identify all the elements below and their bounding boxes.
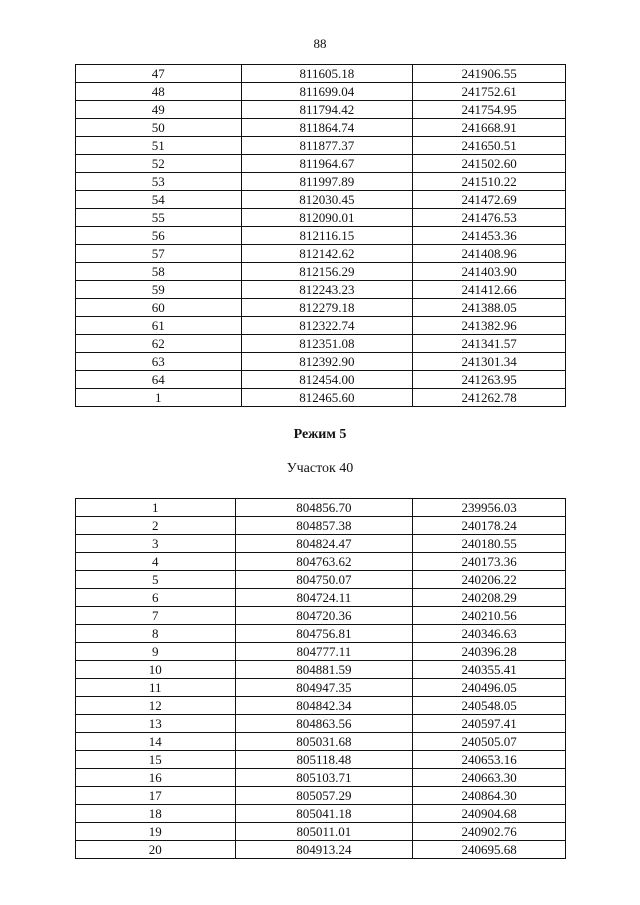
y-coordinate-cell: 240355.41 xyxy=(413,661,566,679)
y-coordinate-cell: 241476.53 xyxy=(413,209,566,227)
table-row xyxy=(76,679,566,697)
table-row xyxy=(76,353,566,371)
y-coordinate-cell: 241388.05 xyxy=(413,299,566,317)
point-number-cell: 47 xyxy=(76,65,242,83)
y-coordinate-cell: 241650.51 xyxy=(413,137,566,155)
point-number-cell: 57 xyxy=(76,245,242,263)
x-coordinate-cell: 805118.48 xyxy=(235,751,413,769)
x-coordinate-cell: 805057.29 xyxy=(235,787,413,805)
y-coordinate-cell: 240496.05 xyxy=(413,679,566,697)
y-coordinate-cell: 241453.36 xyxy=(413,227,566,245)
table-row xyxy=(76,643,566,661)
point-number-cell: 64 xyxy=(76,371,242,389)
table-row xyxy=(76,263,566,281)
x-coordinate-cell: 804913.24 xyxy=(235,841,413,859)
x-coordinate-cell: 812351.08 xyxy=(241,335,413,353)
x-coordinate-cell: 805031.68 xyxy=(235,733,413,751)
table-row xyxy=(76,823,566,841)
x-coordinate-cell: 805041.18 xyxy=(235,805,413,823)
table-row xyxy=(76,65,566,83)
y-coordinate-cell: 240864.30 xyxy=(413,787,566,805)
x-coordinate-cell: 811877.37 xyxy=(241,137,413,155)
x-coordinate-cell: 812090.01 xyxy=(241,209,413,227)
point-number-cell: 50 xyxy=(76,119,242,137)
point-number-cell: 4 xyxy=(76,553,236,571)
x-coordinate-cell: 804824.47 xyxy=(235,535,413,553)
point-number-cell: 7 xyxy=(76,607,236,625)
x-coordinate-cell: 812030.45 xyxy=(241,191,413,209)
y-coordinate-cell: 240178.24 xyxy=(413,517,566,535)
y-coordinate-cell: 241510.22 xyxy=(413,173,566,191)
table-row xyxy=(76,625,566,643)
y-coordinate-cell: 241754.95 xyxy=(413,101,566,119)
point-number-cell: 58 xyxy=(76,263,242,281)
y-coordinate-cell: 240346.63 xyxy=(413,625,566,643)
y-coordinate-cell: 240180.55 xyxy=(413,535,566,553)
point-number-cell: 11 xyxy=(76,679,236,697)
x-coordinate-cell: 805103.71 xyxy=(235,769,413,787)
point-number-cell: 1 xyxy=(76,389,242,407)
point-number-cell: 19 xyxy=(76,823,236,841)
point-number-cell: 55 xyxy=(76,209,242,227)
point-number-cell: 60 xyxy=(76,299,242,317)
x-coordinate-cell: 811964.67 xyxy=(241,155,413,173)
table-row xyxy=(76,173,566,191)
y-coordinate-cell: 240173.36 xyxy=(413,553,566,571)
y-coordinate-cell: 241403.90 xyxy=(413,263,566,281)
coordinates-table-continued xyxy=(75,64,566,407)
point-number-cell: 10 xyxy=(76,661,236,679)
point-number-cell: 63 xyxy=(76,353,242,371)
point-number-cell: 61 xyxy=(76,317,242,335)
table-row xyxy=(76,209,566,227)
point-number-cell: 48 xyxy=(76,83,242,101)
point-number-cell: 52 xyxy=(76,155,242,173)
table-row xyxy=(76,191,566,209)
table-row xyxy=(76,83,566,101)
x-coordinate-cell: 804863.56 xyxy=(235,715,413,733)
y-coordinate-cell: 240902.76 xyxy=(413,823,566,841)
y-coordinate-cell: 241412.66 xyxy=(413,281,566,299)
x-coordinate-cell: 804777.11 xyxy=(235,643,413,661)
table-row xyxy=(76,553,566,571)
table-row xyxy=(76,787,566,805)
x-coordinate-cell: 812322.74 xyxy=(241,317,413,335)
coordinates-table-section-40 xyxy=(75,498,566,859)
x-coordinate-cell: 812465.60 xyxy=(241,389,413,407)
table-body xyxy=(76,65,566,407)
y-coordinate-cell: 241382.96 xyxy=(413,317,566,335)
point-number-cell: 17 xyxy=(76,787,236,805)
table-row xyxy=(76,535,566,553)
x-coordinate-cell: 804947.35 xyxy=(235,679,413,697)
point-number-cell: 5 xyxy=(76,571,236,589)
y-coordinate-cell: 241263.95 xyxy=(413,371,566,389)
y-coordinate-cell: 241301.34 xyxy=(413,353,566,371)
y-coordinate-cell: 240904.68 xyxy=(413,805,566,823)
point-number-cell: 20 xyxy=(76,841,236,859)
table-row xyxy=(76,517,566,535)
table-row xyxy=(76,751,566,769)
table-row xyxy=(76,733,566,751)
table-row xyxy=(76,589,566,607)
table-row xyxy=(76,281,566,299)
x-coordinate-cell: 812392.90 xyxy=(241,353,413,371)
x-coordinate-cell: 804842.34 xyxy=(235,697,413,715)
x-coordinate-cell: 804750.07 xyxy=(235,571,413,589)
point-number-cell: 13 xyxy=(76,715,236,733)
x-coordinate-cell: 811997.89 xyxy=(241,173,413,191)
page-number: 88 xyxy=(313,36,327,51)
y-coordinate-cell: 240210.56 xyxy=(413,607,566,625)
table-row xyxy=(76,155,566,173)
table-row xyxy=(76,805,566,823)
point-number-cell: 62 xyxy=(76,335,242,353)
x-coordinate-cell: 804720.36 xyxy=(235,607,413,625)
table-row xyxy=(76,571,566,589)
table-row xyxy=(76,769,566,787)
x-coordinate-cell: 811794.42 xyxy=(241,101,413,119)
y-coordinate-cell: 241668.91 xyxy=(413,119,566,137)
point-number-cell: 56 xyxy=(76,227,242,245)
y-coordinate-cell: 240206.22 xyxy=(413,571,566,589)
mode-heading: Режим 5 xyxy=(293,427,347,442)
x-coordinate-cell: 812116.15 xyxy=(241,227,413,245)
x-coordinate-cell: 812279.18 xyxy=(241,299,413,317)
table-row xyxy=(76,697,566,715)
point-number-cell: 9 xyxy=(76,643,236,661)
y-coordinate-cell: 240208.29 xyxy=(413,589,566,607)
table-row xyxy=(76,137,566,155)
table-row xyxy=(76,245,566,263)
x-coordinate-cell: 804756.81 xyxy=(235,625,413,643)
y-coordinate-cell: 240548.05 xyxy=(413,697,566,715)
y-coordinate-cell: 240597.41 xyxy=(413,715,566,733)
x-coordinate-cell: 811864.74 xyxy=(241,119,413,137)
table-row xyxy=(76,499,566,517)
point-number-cell: 1 xyxy=(76,499,236,517)
x-coordinate-cell: 812243.23 xyxy=(241,281,413,299)
table-row xyxy=(76,607,566,625)
point-number-cell: 6 xyxy=(76,589,236,607)
x-coordinate-cell: 804763.62 xyxy=(235,553,413,571)
x-coordinate-cell: 804857.38 xyxy=(235,517,413,535)
y-coordinate-cell: 241262.78 xyxy=(413,389,566,407)
y-coordinate-cell: 240663.30 xyxy=(413,769,566,787)
table-row xyxy=(76,715,566,733)
x-coordinate-cell: 804724.11 xyxy=(235,589,413,607)
point-number-cell: 15 xyxy=(76,751,236,769)
point-number-cell: 8 xyxy=(76,625,236,643)
point-number-cell: 3 xyxy=(76,535,236,553)
x-coordinate-cell: 811605.18 xyxy=(241,65,413,83)
x-coordinate-cell: 804856.70 xyxy=(235,499,413,517)
point-number-cell: 49 xyxy=(76,101,242,119)
y-coordinate-cell: 241472.69 xyxy=(413,191,566,209)
point-number-cell: 53 xyxy=(76,173,242,191)
point-number-cell: 51 xyxy=(76,137,242,155)
x-coordinate-cell: 804881.59 xyxy=(235,661,413,679)
table-row xyxy=(76,661,566,679)
y-coordinate-cell: 241408.96 xyxy=(413,245,566,263)
x-coordinate-cell: 811699.04 xyxy=(241,83,413,101)
table-row xyxy=(76,371,566,389)
y-coordinate-cell: 239956.03 xyxy=(413,499,566,517)
y-coordinate-cell: 240653.16 xyxy=(413,751,566,769)
table-row xyxy=(76,317,566,335)
point-number-cell: 2 xyxy=(76,517,236,535)
point-number-cell: 18 xyxy=(76,805,236,823)
x-coordinate-cell: 812156.29 xyxy=(241,263,413,281)
y-coordinate-cell: 240505.07 xyxy=(413,733,566,751)
table-row xyxy=(76,841,566,859)
table-body xyxy=(76,499,566,859)
y-coordinate-cell: 241752.61 xyxy=(413,83,566,101)
y-coordinate-cell: 240396.28 xyxy=(413,643,566,661)
x-coordinate-cell: 812142.62 xyxy=(241,245,413,263)
point-number-cell: 12 xyxy=(76,697,236,715)
y-coordinate-cell: 240695.68 xyxy=(413,841,566,859)
table-row xyxy=(76,227,566,245)
y-coordinate-cell: 241341.57 xyxy=(413,335,566,353)
point-number-cell: 16 xyxy=(76,769,236,787)
y-coordinate-cell: 241906.55 xyxy=(413,65,566,83)
table-row xyxy=(76,119,566,137)
point-number-cell: 59 xyxy=(76,281,242,299)
y-coordinate-cell: 241502.60 xyxy=(413,155,566,173)
x-coordinate-cell: 812454.00 xyxy=(241,371,413,389)
point-number-cell: 54 xyxy=(76,191,242,209)
table-row xyxy=(76,101,566,119)
table-row xyxy=(76,389,566,407)
point-number-cell: 14 xyxy=(76,733,236,751)
x-coordinate-cell: 805011.01 xyxy=(235,823,413,841)
table-row xyxy=(76,335,566,353)
table-row xyxy=(76,299,566,317)
section-heading: Участок 40 xyxy=(286,461,354,476)
